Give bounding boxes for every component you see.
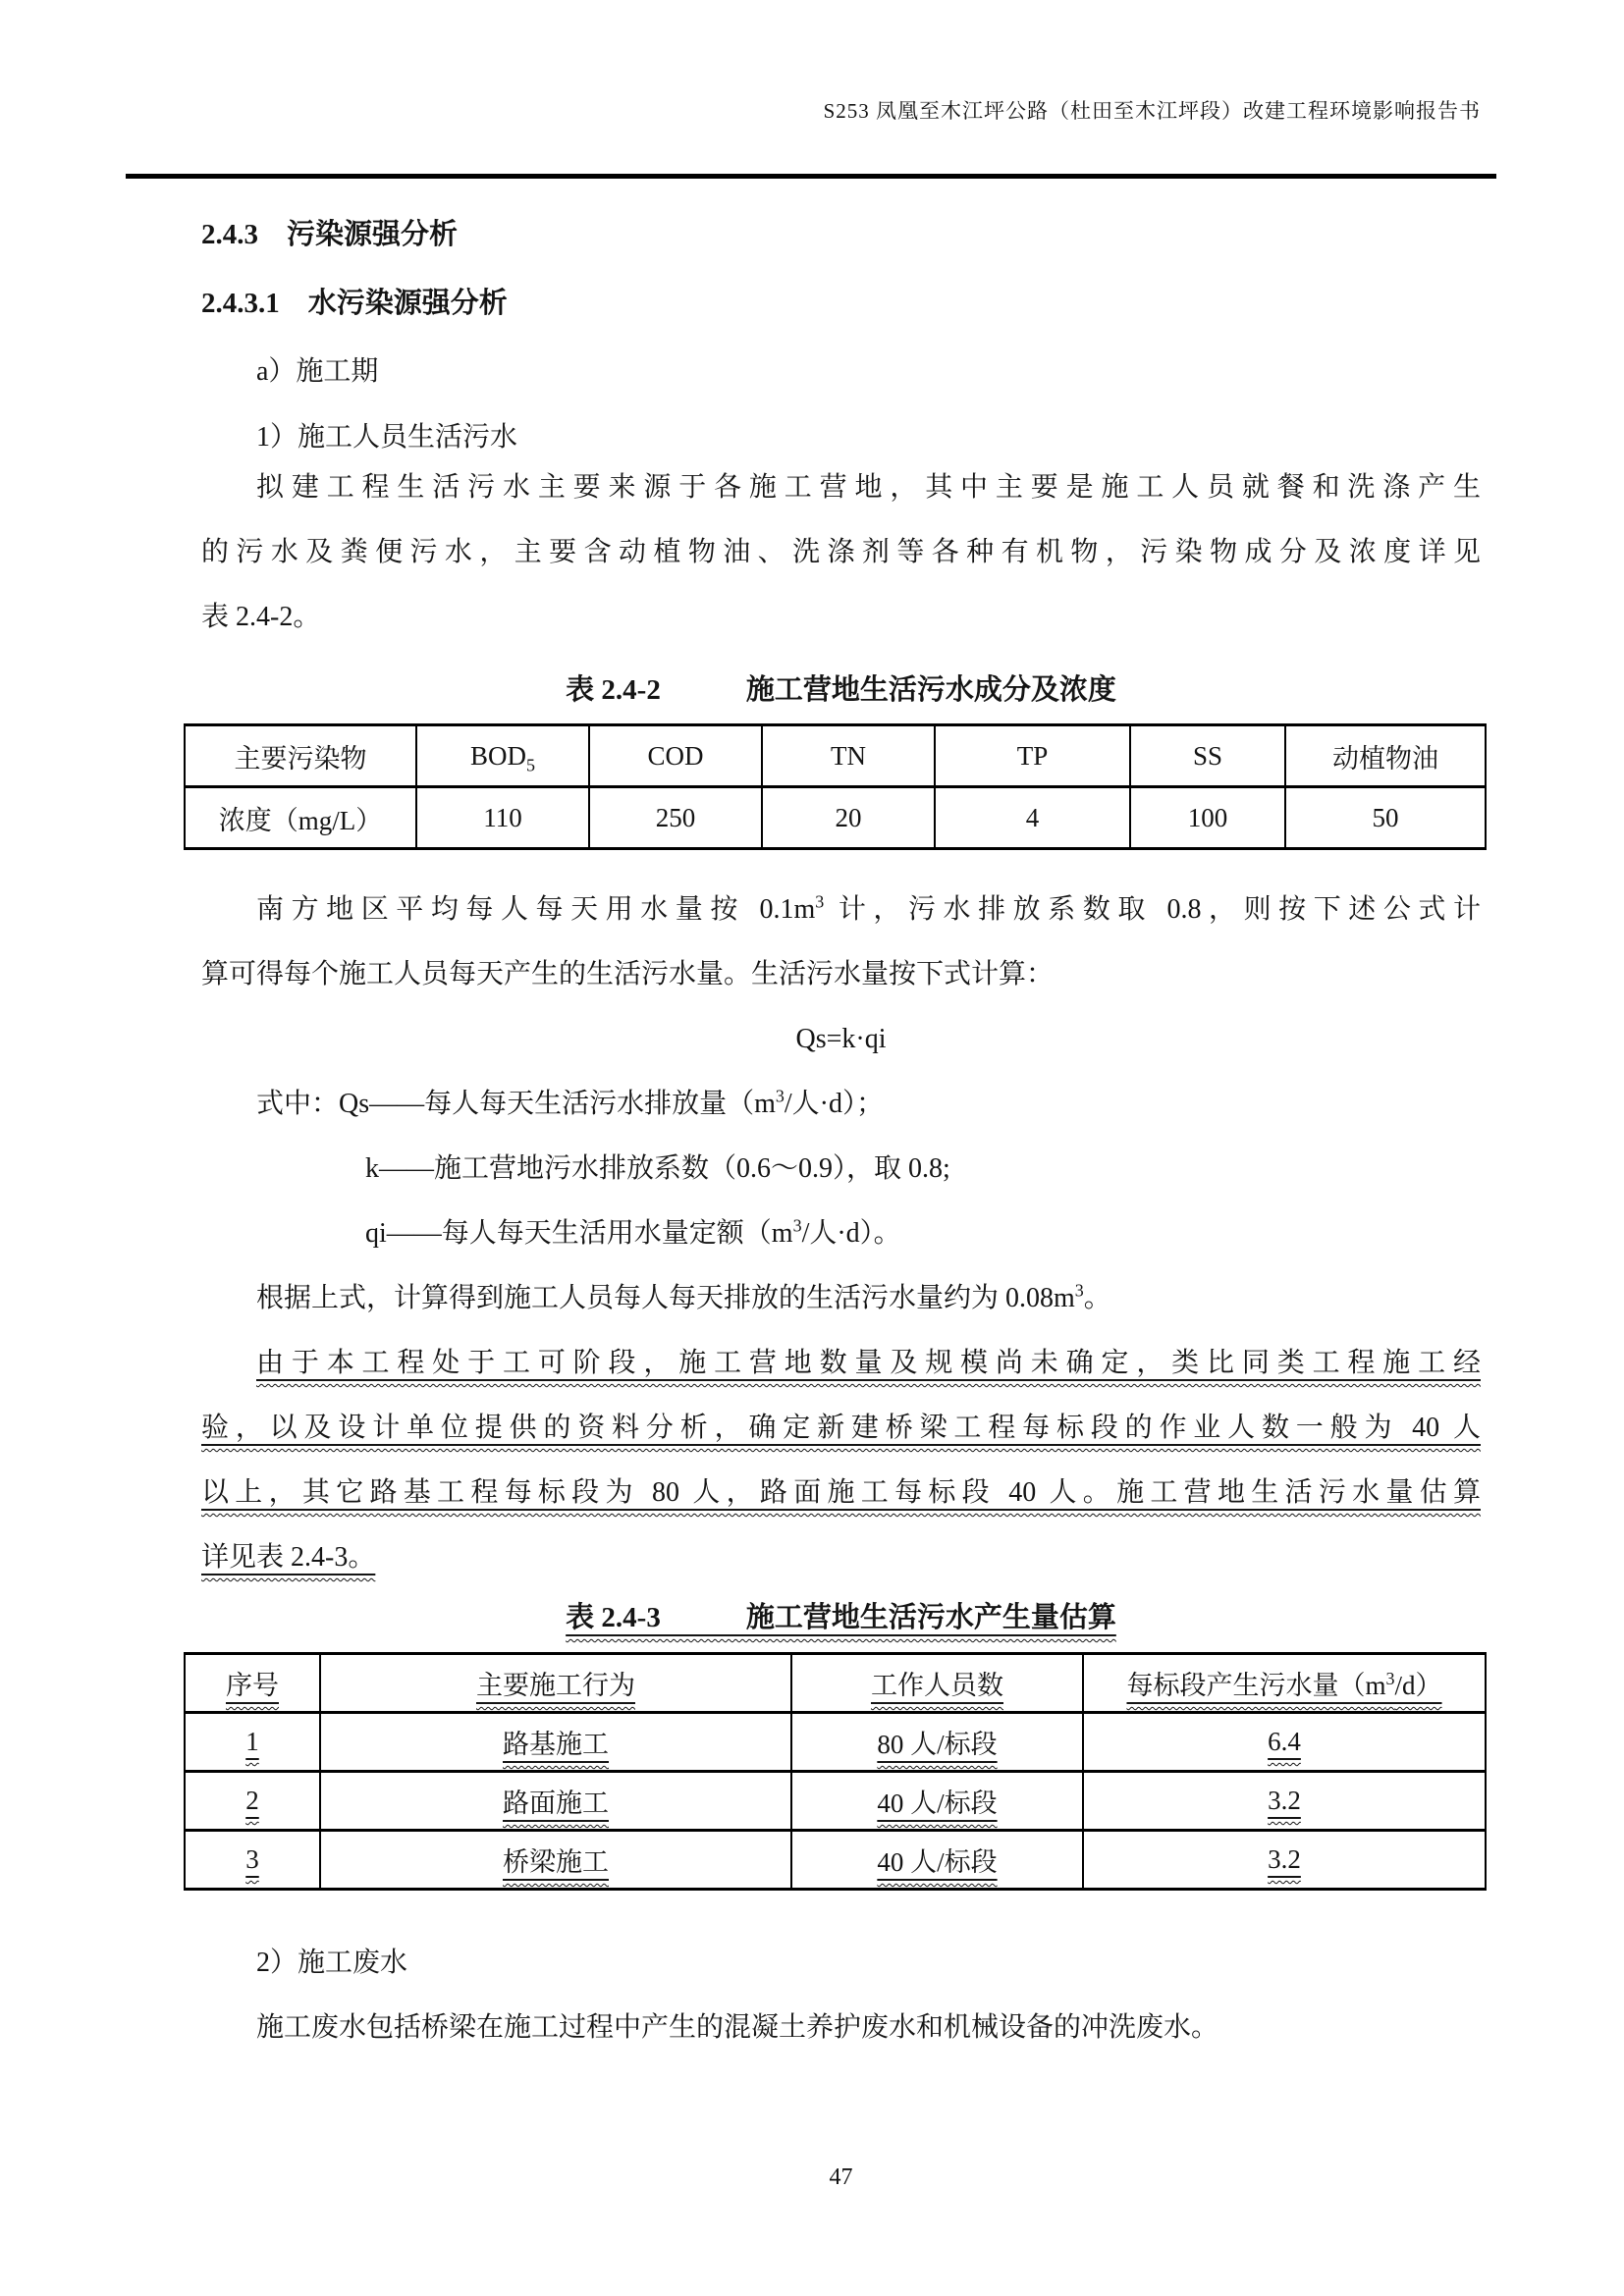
paragraph-line: 以上，其它路基工程每标段为 80 人，路面施工每标段 40 人。施工营地生活污水量估算 bbox=[201, 1477, 1481, 1508]
table-2-4-3 bbox=[184, 1652, 1487, 1891]
paragraph-line: 表 2.4-2。 bbox=[201, 602, 321, 632]
table-row bbox=[185, 1772, 1486, 1831]
paragraph-line: 由于本工程处于工可阶段，施工营地数量及规模尚未确定，类比同类工程施工经 bbox=[256, 1348, 1481, 1378]
table-cell: 路面施工 bbox=[320, 1772, 791, 1831]
table-cell: 3 bbox=[185, 1831, 320, 1890]
table-row bbox=[185, 1654, 1486, 1713]
page-number: 47 bbox=[829, 2164, 853, 2190]
formula-term-qs: 式中：Qs——每人每天生活污水排放量（$m^3/$人·d）； bbox=[256, 1086, 885, 1119]
superscript: 3 bbox=[1385, 1669, 1395, 1688]
table-header-cell: 工作人员数 bbox=[791, 1654, 1083, 1713]
heading-2-4-3-1: 2.4.3.1 水污染源强分析 bbox=[201, 288, 508, 319]
list-item-a: a）施工期 bbox=[256, 356, 379, 387]
table-cell: 80 人/标段 bbox=[791, 1713, 1083, 1772]
table-cell: 50 bbox=[1285, 787, 1486, 849]
superscript: 3 bbox=[775, 1086, 785, 1106]
paragraph-line: 验，以及设计单位提供的资料分析，确定新建桥梁工程每标段的作业人数一般为 40 人 bbox=[201, 1413, 1481, 1443]
formula-term-qi: qi——每人每天生活用水量定额（$m^3/$人·d）。 bbox=[365, 1215, 901, 1249]
table-header-cell: TN bbox=[762, 725, 935, 787]
table-cell: 40 人/标段 bbox=[791, 1772, 1083, 1831]
table-cell: 4 bbox=[935, 787, 1130, 849]
table-header-cell: 主要施工行为 bbox=[320, 1654, 791, 1713]
table-cell: 浓度（mg/L） bbox=[185, 787, 416, 849]
paragraph-line: 南方地区平均每人每天用水量按 $0.1m^3$ 计，污水排放系数取 0.8，则按下述公式计 bbox=[256, 891, 1481, 925]
table-cell: 路基施工 bbox=[320, 1713, 791, 1772]
table-cell: 100 bbox=[1130, 787, 1285, 849]
table-row bbox=[185, 787, 1486, 849]
table-cell: 110 bbox=[416, 787, 589, 849]
table-header-cell: 动植物油 bbox=[1285, 725, 1486, 787]
formula-qs: Qs=k·qi bbox=[795, 1024, 887, 1054]
table-header-cell: 序号 bbox=[185, 1654, 320, 1713]
table-row bbox=[185, 725, 1486, 787]
paragraph-line: 详见表 2.4-3。 bbox=[201, 1542, 376, 1573]
table-cell: 2 bbox=[185, 1772, 320, 1831]
table-row bbox=[185, 1713, 1486, 1772]
formula-term-k: k——施工营地污水排放系数（0.6～0.9），取 0.8; bbox=[365, 1153, 950, 1184]
paragraph-line: 拟建工程生活污水主要来源于各施工营地，其中主要是施工人员就餐和洗涤产生 bbox=[256, 472, 1481, 503]
paragraph-inserted-revision bbox=[201, 1331, 1481, 1590]
paragraph-water-usage bbox=[201, 878, 1481, 1007]
paragraph-construction-wastewater: 施工废水包括桥梁在施工过程中产生的混凝土养护废水和机械设备的冲洗废水。 bbox=[256, 2012, 1219, 2043]
superscript: 3 bbox=[815, 891, 825, 912]
table-2-4-2 bbox=[184, 723, 1487, 850]
table-cell: 6.4 bbox=[1083, 1713, 1486, 1772]
paragraph-line: 算可得每个施工人员每天产生的生活污水量。生活污水量按下式计算： bbox=[201, 959, 1055, 989]
table-header-cell: 每标段产生污水量$(m^3/d)$ bbox=[1083, 1654, 1486, 1713]
table-cell: 250 bbox=[589, 787, 762, 849]
table-row bbox=[185, 1831, 1486, 1890]
table-cell: 3.2 bbox=[1083, 1772, 1486, 1831]
table-cell: 20 bbox=[762, 787, 935, 849]
paragraph-result: 根据上式，计算得到施工人员每人每天排放的生活污水量约为 $0.08m^3$。 bbox=[256, 1280, 1111, 1313]
superscript: 3 bbox=[1074, 1280, 1084, 1301]
list-item-2: 2）施工废水 bbox=[256, 1948, 408, 1978]
list-item-1: 1）施工人员生活污水 bbox=[256, 422, 518, 453]
table-cell: 3.2 bbox=[1083, 1831, 1486, 1890]
table-cell: 1 bbox=[185, 1713, 320, 1772]
subscript: 5 bbox=[526, 754, 535, 774]
table-header-cell: $BOD_5$ bbox=[416, 725, 589, 787]
superscript: 3 bbox=[792, 1215, 802, 1236]
table-header-cell: SS bbox=[1130, 725, 1285, 787]
heading-2-4-3: 2.4.3 污染源强分析 bbox=[201, 219, 459, 250]
table-cell: 40 人/标段 bbox=[791, 1831, 1083, 1890]
table-2-4-3-caption: 表 2.4-3 施工营地生活污水产生量估算 bbox=[566, 1602, 1116, 1633]
table-header-cell: COD bbox=[589, 725, 762, 787]
header-rule bbox=[126, 174, 1496, 179]
table-2-4-2-caption: 表 2.4-2 施工营地生活污水成分及浓度 bbox=[566, 674, 1116, 706]
table-header-cell: TP bbox=[935, 725, 1130, 787]
table-cell: 桥梁施工 bbox=[320, 1831, 791, 1890]
table-header-cell: 主要污染物 bbox=[185, 725, 416, 787]
paragraph-line: 的污水及粪便污水，主要含动植物油、洗涤剂等各种有机物，污染物成分及浓度详见 bbox=[201, 537, 1481, 567]
paragraph-domestic-sewage bbox=[201, 455, 1481, 650]
running-header: S253 凤凰至木江坪公路（杜田至木江坪段）改建工程环境影响报告书 bbox=[823, 99, 1481, 123]
